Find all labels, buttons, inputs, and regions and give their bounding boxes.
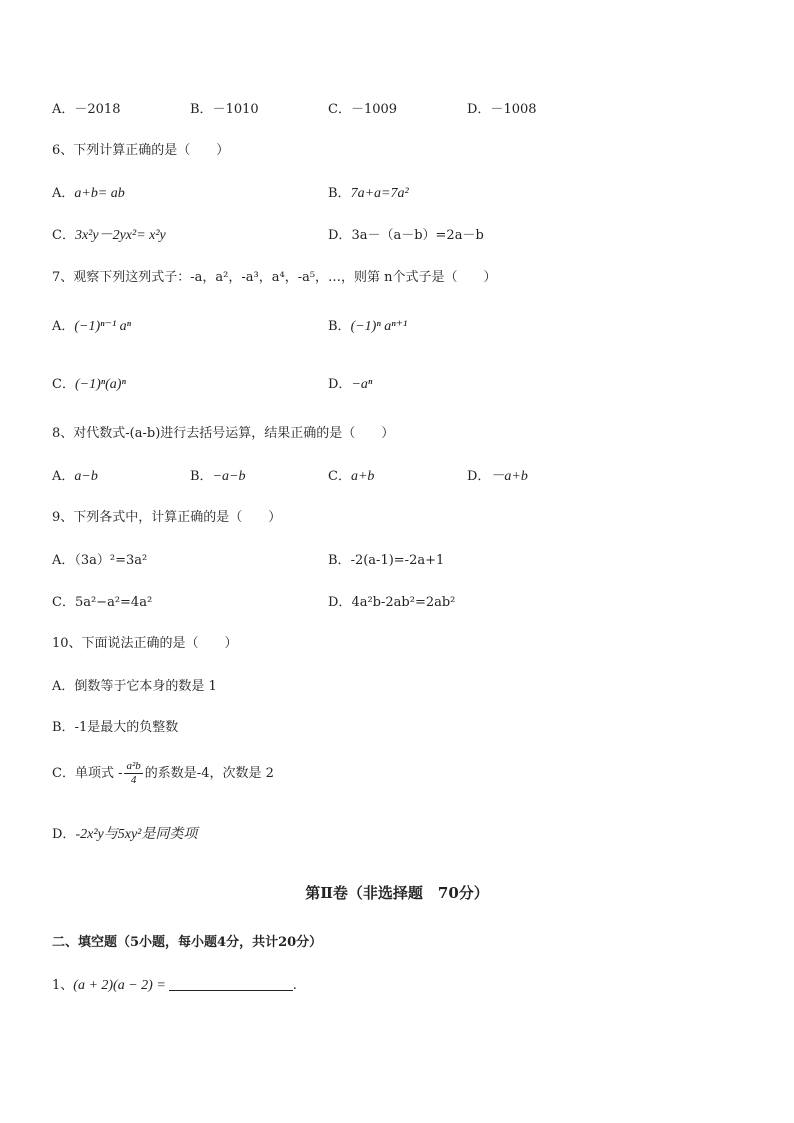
q9-stem: 9、下列各式中，计算正确的是（ ） (52, 510, 282, 525)
q8-option-a: A．a−b (52, 469, 98, 484)
q6-option-c: C．3x²y－2yx²= x²y (52, 228, 166, 243)
section-heading: 二、填空题（5小题，每小题4分，共计20分） (52, 935, 323, 950)
q8-option-c: C．a+b (328, 469, 375, 484)
q6-stem: 6、下列计算正确的是（ ） (52, 143, 230, 158)
section-title: 第Ⅱ卷（非选择题 70分） (305, 884, 489, 902)
q5-option-c: C．－1009 (328, 102, 398, 117)
q9-option-a: A．（3a）²=3a² (52, 553, 148, 568)
q10-stem: 10、下面说法正确的是（ ） (52, 636, 238, 651)
q7-option-a: A．(−1)ⁿ⁻¹ aⁿ (52, 319, 132, 334)
q10-option-c: C．单项式 - $\frac{\text{a²b}}{4}$ 的系数是-4，次数是 2 (52, 760, 274, 786)
fill-question-1: 1、(a + 2)(a − 2) = . (52, 978, 297, 993)
fraction: $\frac{\text{a²b}}{4}$ (126, 760, 141, 786)
q5-option-a: A．－2018 (52, 102, 121, 117)
q7-option-b: B．(−1)ⁿ aⁿ⁺¹ (328, 319, 408, 334)
q8-option-d: D．－a+b (467, 469, 528, 484)
q7-option-d: D．−aⁿ (328, 377, 373, 392)
q7-stem: 7、观察下列这列式子：-a，a²，-a³，a⁴，-a⁵，…，则第 n个式子是（ ） (52, 270, 497, 285)
q9-option-c: C．5a²−a²=4a² (52, 595, 153, 610)
q6-option-a: A．a+b= ab (52, 186, 125, 201)
q6-option-d: D．3a－（a－b）=2a－b (328, 228, 484, 243)
q8-stem: 8、对代数式-(a-b)进行去括号运算，结果正确的是（ ） (52, 426, 395, 441)
q7-option-c: C．(−1)ⁿ(a)ⁿ (52, 377, 126, 392)
q9-option-b: B．-2(a-1)=-2a+1 (328, 553, 445, 568)
q9-option-d: D．4a²b-2ab²=2ab² (328, 595, 456, 610)
q5-option-b: B．－1010 (190, 102, 259, 117)
q5-option-d: D．－1008 (467, 102, 537, 117)
q6-option-b: B．7a+a=7a² (328, 186, 409, 201)
q8-option-b: B．−a−b (190, 469, 246, 484)
q10-option-b: B．-1是最大的负整数 (52, 720, 179, 735)
q10-option-d: D．-2x²y与5xy²是同类项 (52, 827, 198, 842)
answer-blank[interactable] (169, 978, 293, 991)
q10-option-a: A．倒数等于它本身的数是 1 (52, 679, 217, 694)
